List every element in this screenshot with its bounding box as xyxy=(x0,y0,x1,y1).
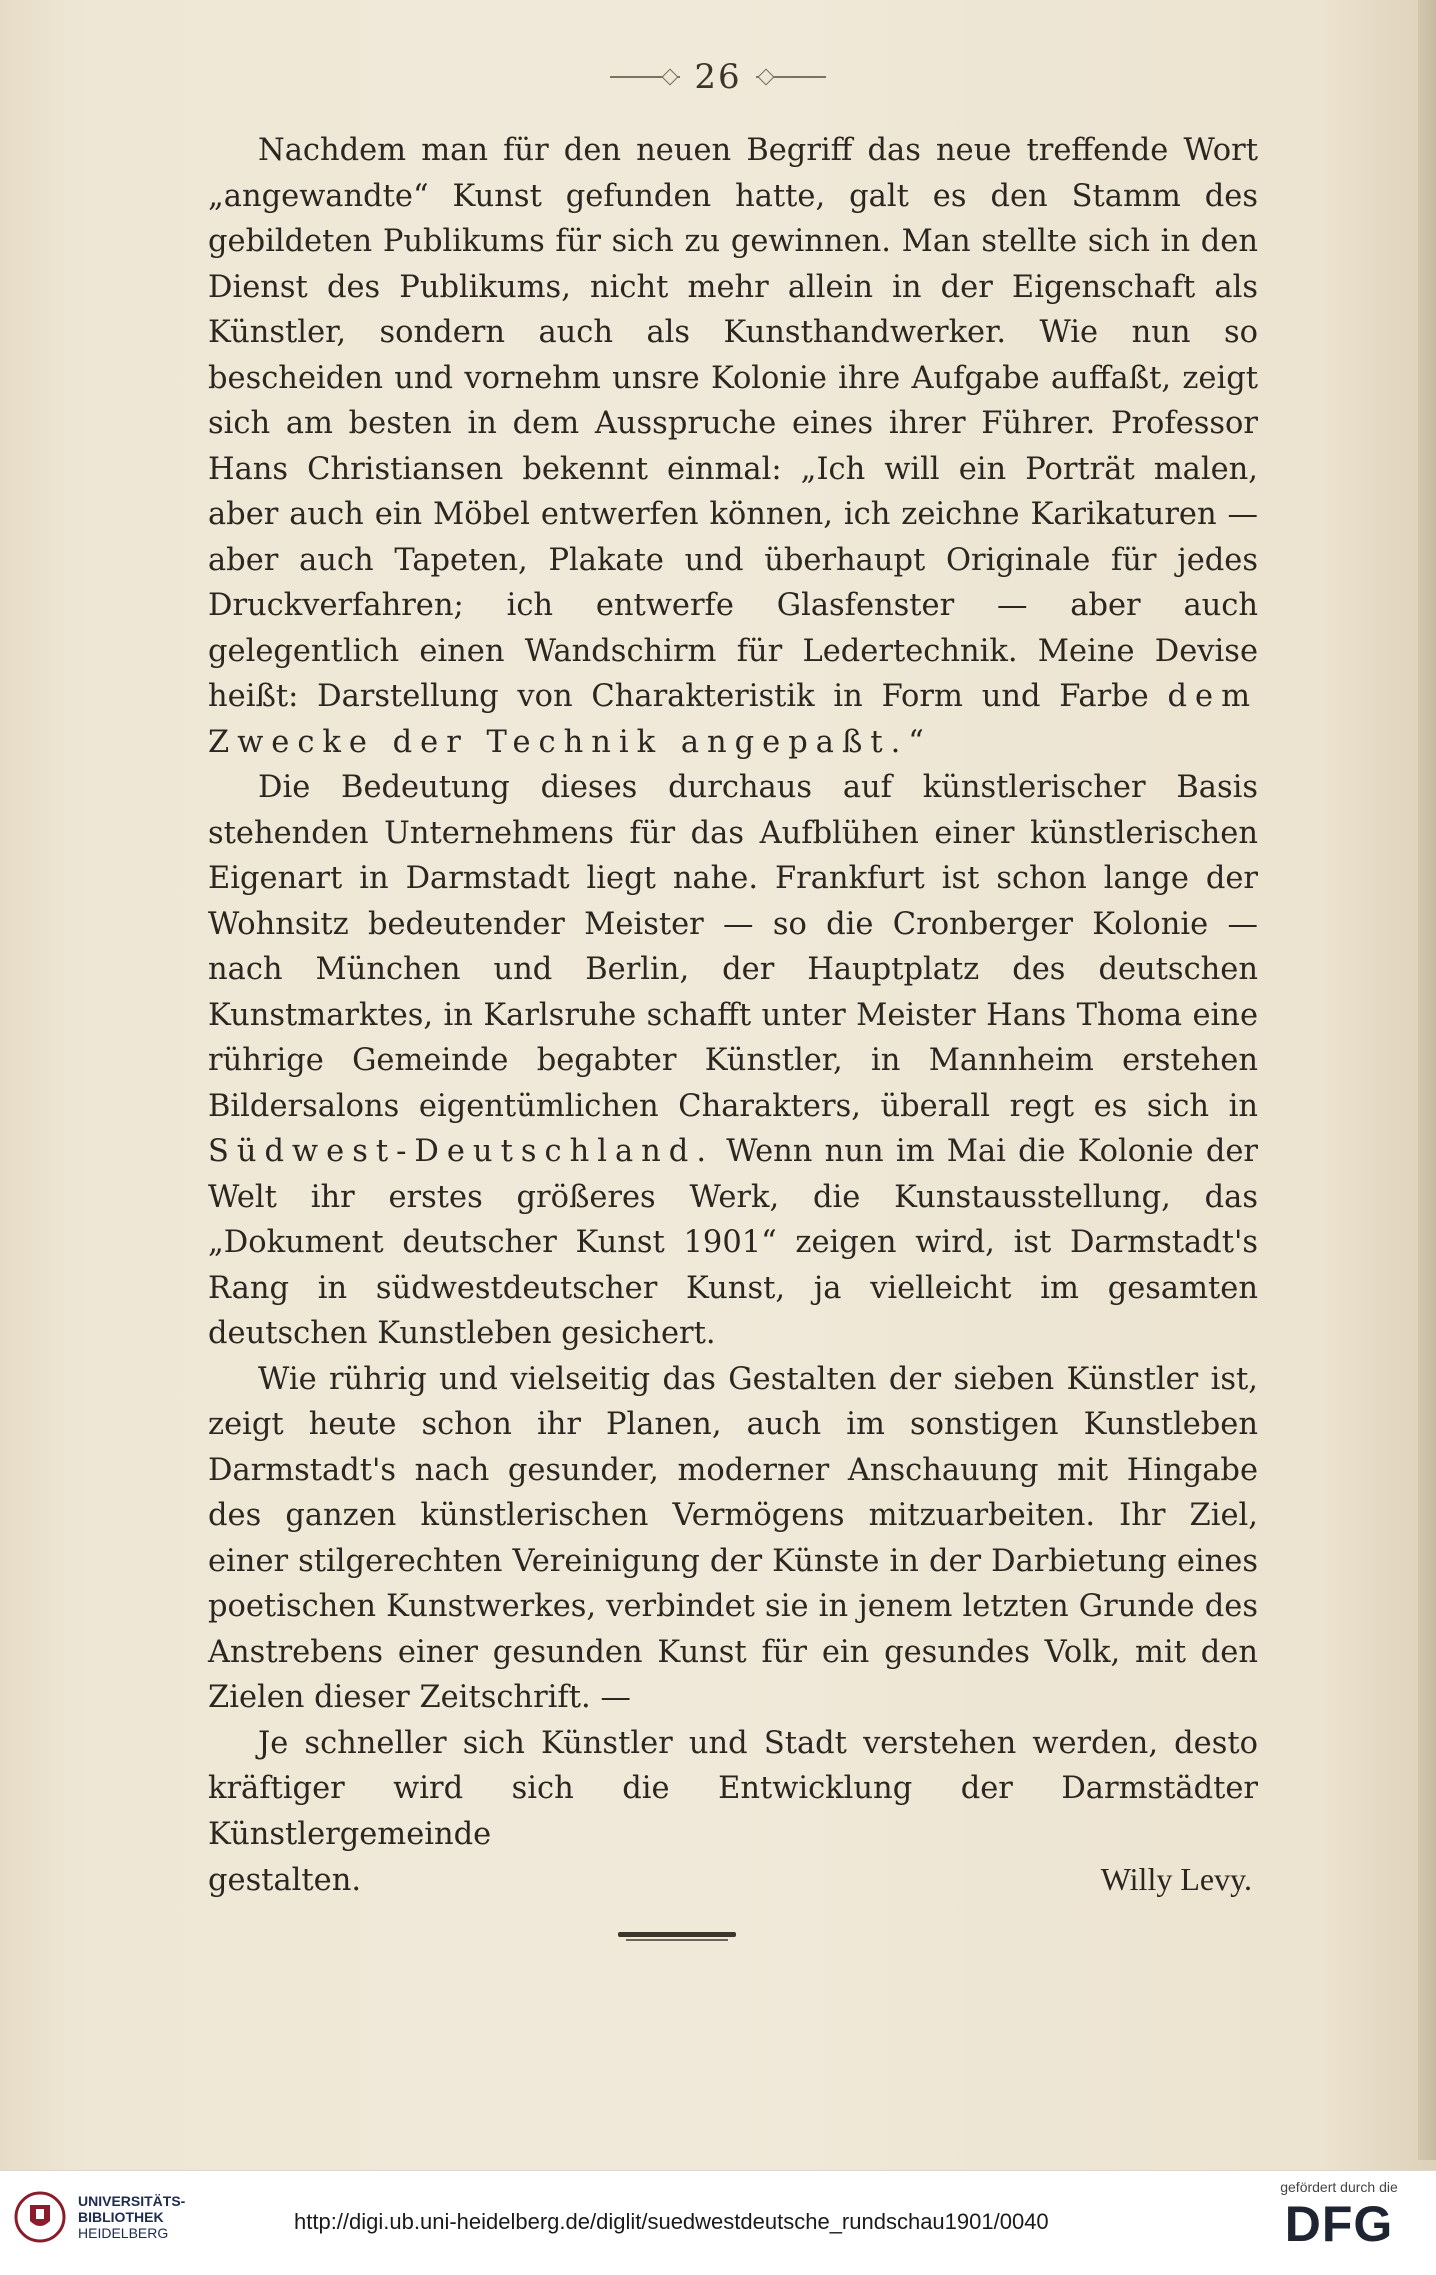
paragraph-1 xyxy=(208,128,1258,765)
funded-by-label: gefördert durch die xyxy=(1280,2179,1398,2195)
institution-name xyxy=(78,2193,185,2241)
author-signature: Willy Levy. xyxy=(1100,1861,1252,1897)
closing-word: gestalten. xyxy=(208,1863,362,1898)
page-edge-shadow xyxy=(1418,0,1436,2160)
page-number: 26 xyxy=(694,57,742,97)
spaced-emphasis-2: Südwest-Deutschland. xyxy=(208,1134,715,1169)
paragraph-4 xyxy=(208,1721,1258,1858)
paragraph-4-text: Je schneller sich Künstler und Stadt verstehen werden, desto kräftiger wird sich die Entwicklung der Darmstädter Künstlergemeinde xyxy=(208,1725,1258,1852)
header-ornament-left xyxy=(610,76,680,78)
signature-line xyxy=(208,1857,1258,1904)
digitization-footer xyxy=(0,2170,1436,2275)
paragraph-1-text: Nachdem man für den neuen Begriff das neue treffende Wort „angewandte“ Kunst gefunden hatte, galt es den Stamm des gebildeten Publikums für sich zu gewinnen. Man stellte sich in den Dienst des Publikums, nicht mehr allein in der Eigenschaft als Künstler, sondern auch als Kunsthandwerker. Wie nun so bescheiden und vornehm unsre Kolonie ihre Aufgabe auffaßt, zeigt sich am besten in dem Ausspruche eines ihrer Führer. Professor Hans Christiansen bekennt einmal: „Ich will ein Porträt malen, aber auch ein Möbel entwerfen können, ich zeichne Karikaturen — aber auch Tapeten, Plakate und überhaupt Originale für jedes Druckverfahren; ich entwerfe Glasfenster — aber auch gelegentlich einen Wandschirm für Ledertechnik. Meine Devise heißt: Darstellung von Charakteristik in Form und Farbe xyxy=(208,133,1258,714)
spaced-emphasis-1: dem Zwecke der Technik angepaßt. xyxy=(208,679,1258,760)
paragraph-3-text: Wie rührig und vielseitig das Gestalten der sieben Künstler ist, zeigt heute schon ihr Planen, auch im sonstigen Kunstleben Darmstadt's nach gesunder, moderner Anschauung mit Hingabe des ganzen künstlerischen Vermögens mitzuarbeiten. Ihr Ziel, einer stilgerechten Vereinigung der Künste in der Darbietung eines poetischen Kunstwerkes, verbindet sie in jenem letzten Grunde des Anstrebens einer gesunden Kunst für ein gesundes Volk, mit den Zielen dieser Zeitschrift. — xyxy=(208,1361,1258,1715)
funder-block xyxy=(1264,2179,1414,2251)
header-ornament-right xyxy=(756,76,826,78)
institution-line-2: BIBLIOTHEK xyxy=(78,2209,164,2225)
paragraph-3 xyxy=(208,1357,1258,1721)
end-ornament-rule xyxy=(618,1932,736,1937)
institution-line-1: UNIVERSITÄTS- xyxy=(78,2193,186,2209)
permalink-url[interactable]: http://digi.ub.uni-heidelberg.de/diglit/suedwestdeutsche_rundschau1901/0040 xyxy=(294,2209,1049,2234)
university-seal-icon xyxy=(14,2191,66,2243)
closing-quote: “ xyxy=(908,724,924,760)
paragraph-2-rest: Wenn nun im Mai die Kolonie der Welt ihr erstes größeres Werk, die Kunstausstellung, das „Dokument deutscher Kunst 1901“ zeigen wird, ist Darmstadt's Rang in südwestdeutscher Kunst, ja vielleicht im gesamten deutschen Kunstleben gesichert. xyxy=(208,1134,1258,1351)
paragraph-2 xyxy=(208,765,1258,1357)
page-header xyxy=(0,52,1436,102)
paragraph-2-text: Die Bedeutung dieses durchaus auf künstlerischer Basis stehenden Unternehmens für das Aufblühen einer künstlerischen Eigenart in Darmstadt liegt nahe. Frankfurt ist schon lange der Wohnsitz bedeutender Meister — so die Cronberger Kolonie — nach München und Berlin, der Hauptplatz des deutschen Kunstmarktes, in Karlsruhe schafft unter Meister Hans Thoma eine rührige Gemeinde begabter Künstler, in Mannheim erstehen Bildersalons eigentümlichen Charakters, überall regt es sich in xyxy=(208,770,1258,1124)
dfg-logo: DFG xyxy=(1284,2196,1394,2252)
article-body xyxy=(208,128,1258,1904)
institution-line-3: HEIDELBERG xyxy=(78,2225,169,2241)
